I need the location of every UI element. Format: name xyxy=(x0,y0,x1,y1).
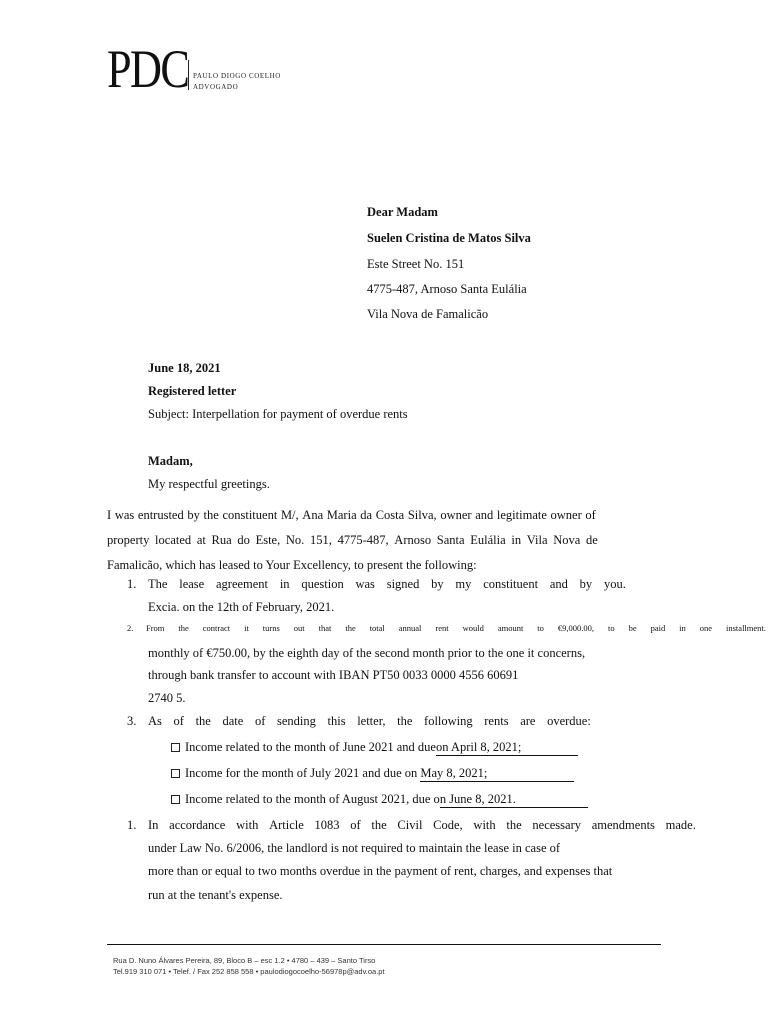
word: 4775-487, xyxy=(337,533,389,547)
word: and xyxy=(549,577,568,591)
item-4-line-1 xyxy=(148,817,696,833)
word: annual xyxy=(398,623,422,633)
word: owner xyxy=(550,508,582,522)
word: by xyxy=(431,577,444,591)
item-2-line-2: monthly of €750.00, by the eighth day of the second month prior to the one it concerns, xyxy=(148,646,586,660)
intro-line-1 xyxy=(107,507,596,523)
letterhead-text xyxy=(193,71,281,93)
word: the xyxy=(397,714,413,728)
word: constituent xyxy=(222,508,278,522)
item-4-line-3: more than or equal to two months overdue in the payment of rent, charges, and expenses that xyxy=(148,864,613,878)
word: the xyxy=(195,714,211,728)
item-2-number: 2. xyxy=(127,623,134,633)
word: property xyxy=(107,533,150,547)
word: contract xyxy=(202,623,231,633)
word: As xyxy=(148,714,162,728)
word: Article xyxy=(269,818,304,832)
word: of xyxy=(254,714,266,728)
word: date xyxy=(222,714,244,728)
word: amendments xyxy=(591,818,655,832)
word: Rua xyxy=(211,533,232,547)
word: necessary xyxy=(532,818,581,832)
letter-type: Registered letter xyxy=(148,384,237,398)
intro-line-3: Famalicão, which has leased to Your Excellency, to present the following: xyxy=(107,558,477,572)
word: Silva, xyxy=(407,508,437,522)
word: Civil xyxy=(397,818,423,832)
word: to xyxy=(537,623,544,633)
item-3-line-1 xyxy=(148,713,591,729)
letter-subject: Subject: Interpellation for payment of overdue rents xyxy=(148,407,408,421)
word: Code, xyxy=(433,818,463,832)
word: de xyxy=(586,533,598,547)
regards: My respectful greetings. xyxy=(148,477,270,491)
word: with xyxy=(236,818,259,832)
word: I xyxy=(107,508,112,522)
word: the xyxy=(506,818,522,832)
letterhead-title: ADVOGADO xyxy=(193,83,239,91)
recipient-city: Vila Nova de Famalicão xyxy=(367,307,489,321)
word: was xyxy=(114,508,135,522)
rent-label: Income related to the month of June 2021 and due xyxy=(185,740,436,754)
letterhead-name: PAULO DIOGO COELHO xyxy=(193,72,281,80)
word: at xyxy=(196,533,206,547)
letter-date: June 18, 2021 xyxy=(148,361,221,375)
item-4-number: 1. xyxy=(127,818,137,832)
intro-line-2 xyxy=(107,532,598,548)
word: and xyxy=(475,508,494,522)
word: are xyxy=(520,714,536,728)
word: out xyxy=(293,623,305,633)
word: this xyxy=(327,714,346,728)
word: turns xyxy=(262,623,280,633)
word: the xyxy=(203,508,219,522)
rent-due-date: May 8, 2021; xyxy=(420,765,574,782)
rent-label: Income for the month of July 2021 and due on xyxy=(185,766,418,780)
rent-row-august xyxy=(171,791,588,808)
word: Costa xyxy=(375,508,405,522)
word: by xyxy=(579,577,593,591)
word: letter, xyxy=(357,714,386,728)
word: following xyxy=(424,714,473,728)
word: in xyxy=(511,533,522,547)
word: Arnoso xyxy=(394,533,432,547)
word: Este, xyxy=(255,533,281,547)
word: of xyxy=(173,714,184,728)
word: 1083 xyxy=(314,818,340,832)
greeting: Madam, xyxy=(148,454,193,468)
item-4-line-2: under Law No. 6/2006, the landlord is not required to maintain the lease in case of xyxy=(148,841,561,855)
word: paid xyxy=(650,623,666,633)
recipient-name: Suelen Cristina de Matos Silva xyxy=(367,231,531,245)
word: In xyxy=(148,818,159,832)
word: of xyxy=(585,508,596,522)
rent-row-june xyxy=(171,739,578,756)
recipient-postal: 4775-487, Arnoso Santa Eulália xyxy=(367,282,527,296)
word: by xyxy=(187,508,200,522)
word: the xyxy=(371,818,387,832)
word: made. xyxy=(665,818,696,832)
word: da xyxy=(360,508,373,522)
word: owner xyxy=(440,508,472,522)
word: located xyxy=(155,533,192,547)
word: Vila xyxy=(526,533,548,547)
recipient-salutation: Dear Madam xyxy=(367,205,438,219)
word: 151, xyxy=(310,533,332,547)
word: M/, xyxy=(280,508,299,522)
word: No. xyxy=(285,533,305,547)
word: agreement xyxy=(215,577,269,591)
item-2-line-4: 2740 5. xyxy=(148,691,186,705)
word: €9,000.00, xyxy=(557,623,594,633)
item-2-line-1 xyxy=(146,622,766,634)
word: you. xyxy=(603,577,626,591)
word: The xyxy=(148,577,168,591)
word: constituent xyxy=(483,577,539,591)
rent-due-date: on April 8, 2021; xyxy=(436,739,578,756)
word: installment. xyxy=(726,623,766,633)
item-1-number: 1. xyxy=(127,577,137,591)
word: be xyxy=(628,623,637,633)
word: total xyxy=(369,623,385,633)
item-1-line-2: Excia. on the 12th of February, 2021. xyxy=(148,600,335,614)
word: rents xyxy=(484,714,509,728)
word: would xyxy=(462,623,484,633)
word: it xyxy=(244,623,249,633)
word: Nova xyxy=(553,533,581,547)
word: lease xyxy=(179,577,205,591)
word: was xyxy=(355,577,375,591)
footer-address: Rua D. Nuno Álvares Pereira, 89, Bloco B – esc 1.2 • 4780 – 439 – Santo Tirso xyxy=(113,956,376,965)
word: with xyxy=(473,818,496,832)
word: Santa xyxy=(436,533,465,547)
checkbox-icon xyxy=(171,795,180,804)
word: entrusted xyxy=(137,508,184,522)
logo-mark: PDC xyxy=(107,39,189,99)
word: signed xyxy=(386,577,420,591)
word: From xyxy=(146,623,165,633)
checkbox-icon xyxy=(171,769,180,778)
word: one xyxy=(699,623,713,633)
word: do xyxy=(237,533,250,547)
word: to xyxy=(607,623,615,633)
word: overdue: xyxy=(547,714,591,728)
word: sending xyxy=(276,714,316,728)
word: Maria xyxy=(326,508,357,522)
logo-divider xyxy=(188,60,189,90)
word: amount xyxy=(497,623,524,633)
item-4-line-4: run at the tenant's expense. xyxy=(148,888,283,902)
item-2-line-3: through bank transfer to account with IBAN PT50 0033 0000 4556 60691 xyxy=(148,668,519,682)
word: the xyxy=(345,623,356,633)
word: in xyxy=(279,577,290,591)
word: the xyxy=(178,623,189,633)
word: in xyxy=(679,623,686,633)
word: that xyxy=(318,623,332,633)
item-3-number: 3. xyxy=(127,714,137,728)
rent-row-july xyxy=(171,765,574,782)
word: rent xyxy=(435,623,449,633)
word: question xyxy=(301,577,344,591)
word: accordance xyxy=(169,818,226,832)
word: of xyxy=(350,818,361,832)
checkbox-icon xyxy=(171,743,180,752)
rent-due-date: n June 8, 2021. xyxy=(440,791,588,808)
word: Ana xyxy=(302,508,324,522)
word: my xyxy=(455,577,472,591)
footer-divider xyxy=(107,944,661,945)
footer-contact: Tel.919 310 071 • Telef. / Fax 252 858 558 • paulodiogocoelho-56978p@adv.oa.pt xyxy=(113,967,385,976)
item-1-line-1 xyxy=(148,576,626,592)
word: legitimate xyxy=(496,508,547,522)
rent-label: Income related to the month of August 2021, due o xyxy=(185,792,440,806)
word: Eulália xyxy=(470,533,506,547)
recipient-street: Este Street No. 151 xyxy=(367,257,465,271)
